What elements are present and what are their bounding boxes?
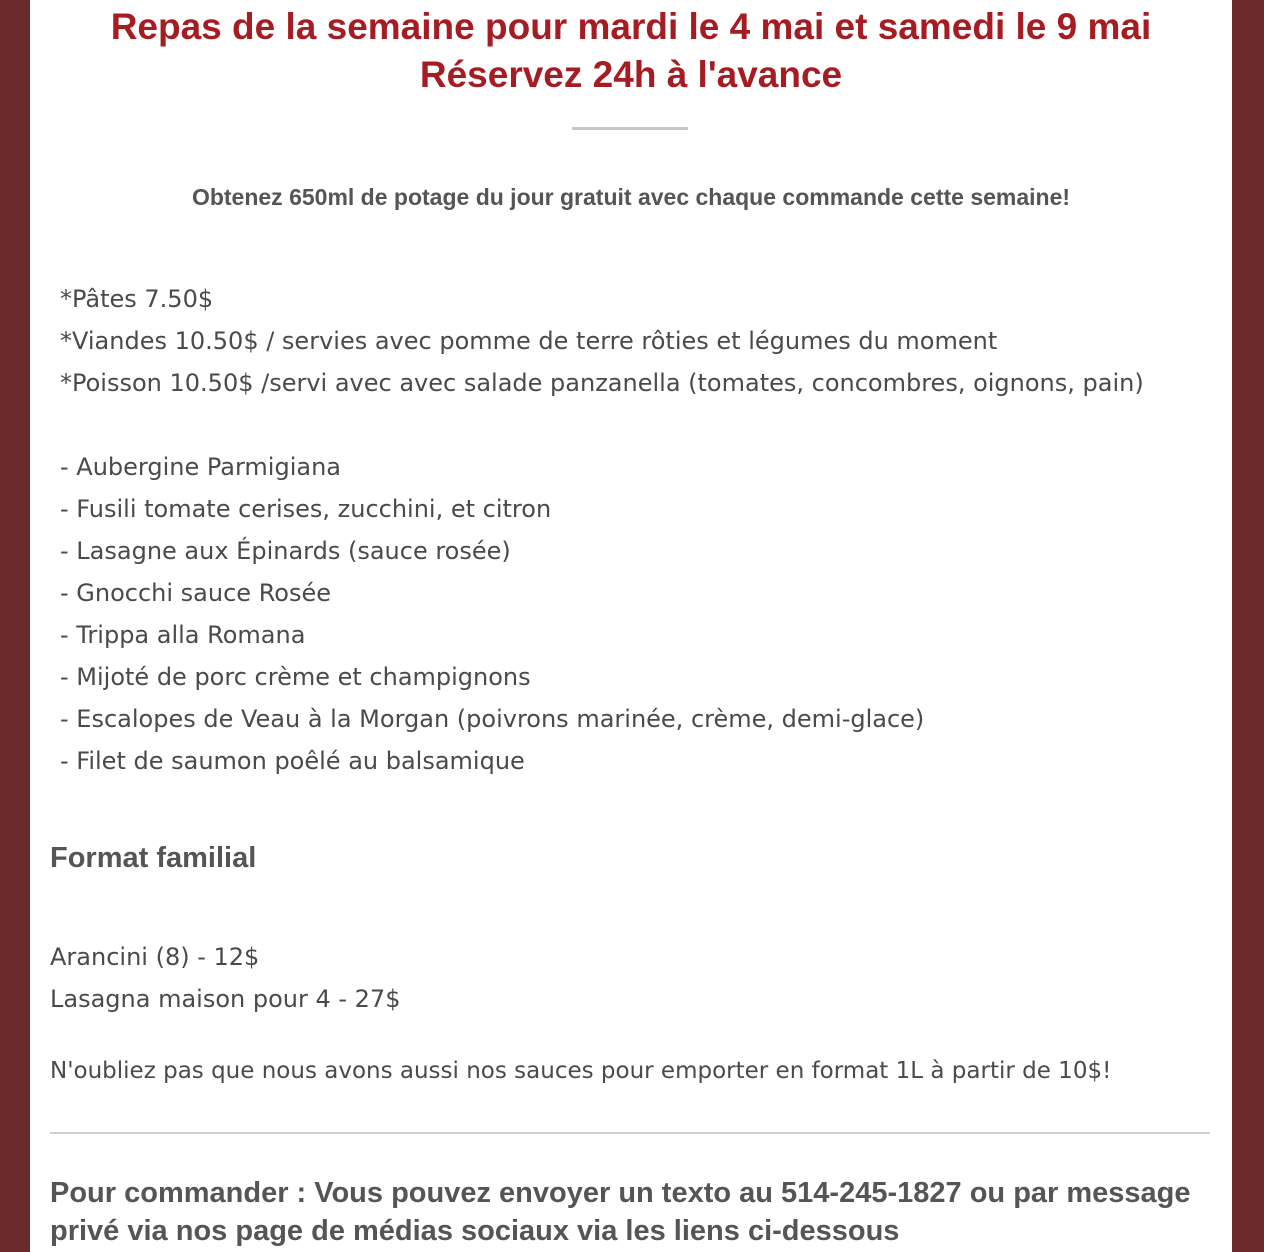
dish-item: - Lasagne aux Épinards (sauce rosée)	[60, 537, 511, 565]
menu-page	[30, 0, 1232, 1252]
price-item: *Pâtes 7.50$	[60, 285, 214, 313]
sauces-note: N'oubliez pas que nous avons aussi nos sauces pour emporter en format 1L à partir de 10$!	[50, 1058, 1112, 1084]
page-title: Repas de la semaine pour mardi le 4 mai et samedi le 9 mai	[110, 6, 1152, 47]
price-item: *Poisson 10.50$ /servi avec avec salade panzanella (tomates, concombres, oignons, pain)	[60, 369, 1144, 397]
dish-item: - Filet de saumon poêlé au balsamique	[60, 747, 525, 775]
title-divider	[572, 127, 688, 130]
dish-item: - Gnocchi sauce Rosée	[60, 579, 332, 607]
reservation-subtitle: Réservez 24h à l'avance	[419, 54, 843, 95]
promo-text: Obtenez 650ml de potage du jour gratuit avec chaque commande cette semaine!	[191, 184, 1071, 210]
family-format-list	[50, 936, 400, 1020]
price-item: *Viandes 10.50$ / servies avec pomme de terre rôties et légumes du moment	[60, 327, 998, 355]
dish-item: - Aubergine Parmigiana	[60, 453, 341, 481]
family-item: Lasagna maison pour 4 - 27$	[50, 985, 401, 1013]
dish-item: - Escalopes de Veau à la Morgan (poivrons marinée, crème, demi-glace)	[60, 705, 925, 733]
family-item: Arancini (8) - 12$	[50, 943, 260, 971]
dish-item: - Trippa alla Romana	[60, 621, 306, 649]
price-list	[60, 278, 1144, 404]
dish-list	[60, 446, 924, 782]
family-format-heading: Format familial	[50, 842, 257, 874]
dish-item: - Mijoté de porc crème et champignons	[60, 663, 531, 691]
section-divider	[50, 1132, 1210, 1134]
order-instructions: Pour commander : Vous pouvez envoyer un texto au 514-245-1827 ou par message privé via nos page de médias sociaux via les liens ci-dessous	[50, 1177, 1191, 1247]
dish-item: - Fusili tomate cerises, zucchini, et citron	[60, 495, 552, 523]
